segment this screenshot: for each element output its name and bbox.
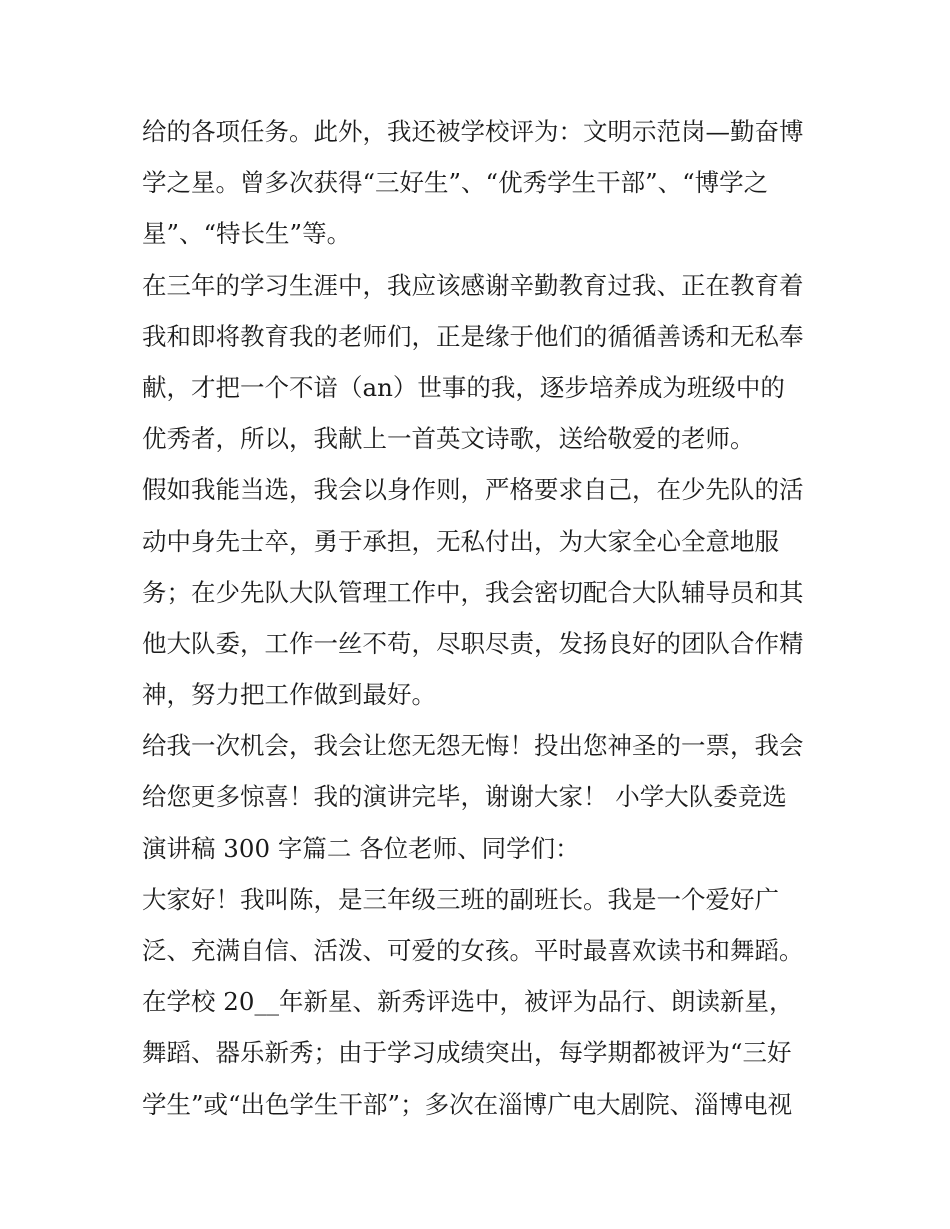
text-line: 星”、“特长生”等。 [142, 219, 352, 249]
text-line: 神，努力把工作做到最好。 [142, 680, 436, 710]
text-line: 献，才把一个不谙（an）世事的我，逐步培养成为班级中的 [142, 372, 785, 402]
text-line: 泛、充满自信、活泼、可爱的女孩。平时最喜欢读书和舞蹈。 [142, 936, 804, 965]
text-line: 学之星。曾多次获得“三好生”、“优秀学生干部”、“博学之 [142, 168, 769, 198]
text-line: 给您更多惊喜！我的演讲完毕，谢谢大家！ 小学大队委竞选 [142, 782, 787, 812]
text-line: 务；在少先队大队管理工作中，我会密切配合大队辅导员和其 [142, 577, 804, 607]
text-line: 我和即将教育我的老师们，正是缘于他们的循循善诱和无私奉 [142, 321, 804, 351]
text-line: 舞蹈、器乐新秀；由于学习成绩突出，每学期都被评为“三好 [142, 1038, 792, 1068]
text-line: 在学校 20__年新星、新秀评选中，被评为品行、朗读新星， [142, 987, 794, 1017]
text-line: 在三年的学习生涯中，我应该感谢辛勤教育过我、正在教育着 [142, 270, 804, 300]
text-line: 给的各项任务。此外，我还被学校评为：文明示范岗—勤奋博 [142, 117, 804, 146]
text-line: 假如我能当选，我会以身作则，严格要求自己，在少先队的活 [142, 475, 804, 505]
body-text [142, 106, 822, 1130]
text-line: 优秀者，所以，我献上一首英文诗歌，送给敬爱的老师。 [142, 424, 755, 454]
text-line: 学生”或“出色学生干部”；多次在淄博广电大剧院、淄博电视 [142, 1089, 793, 1119]
text-line: 动中身先士卒，勇于承担，无私付出，为大家全心全意地服 [142, 526, 779, 556]
text-line: 他大队委，工作一丝不苟，尽职尽责，发扬良好的团队合作精 [142, 628, 804, 658]
text-line: 给我一次机会，我会让您无怨无悔！投出您神圣的一票，我会 [142, 731, 804, 761]
text-line: 演讲稿 300 字篇二 各位老师、同学们： [142, 833, 580, 863]
text-line: 大家好！我叫陈，是三年级三班的副班长。我是一个爱好广 [142, 884, 779, 914]
